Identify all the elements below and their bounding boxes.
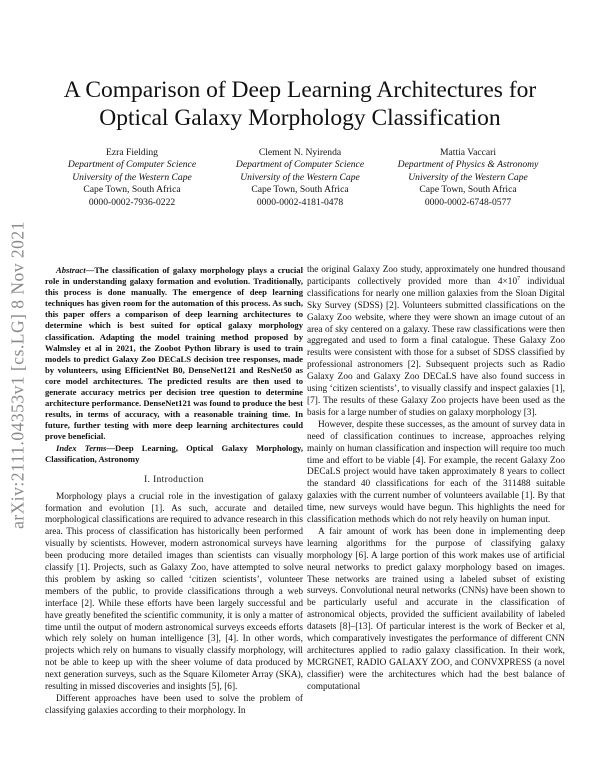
author-1	[48, 147, 216, 209]
paragraph: Different approaches have been used to solve the problem of classifying galaxies according to their morphology. In	[45, 694, 303, 716]
author-orcid: 0000-0002-6748-0577	[424, 196, 512, 208]
author-3	[384, 147, 552, 209]
abstract-text: —The classification of galaxy morphology plays a crucial role in understanding galaxy formation and evolution. Traditionally, this process is done manually. The emergence of deep learning techniques has given room for the automation of this process. As such, this paper offers a comparison of deep learning architectures to determine which is best suited for optical galaxy morphology classification. Adapting the model training method proposed by Walmsley et al in 2021, the Zoobot Python library is used to train models to predict Galaxy Zoo DECaLS decision tree responses, made by volunteers, using EfficientNet B0, DenseNet121 and ResNet50 as core model architectures. The predicted results are then used to generate accuracy metrics per decision tree question to determine architecture performance. DenseNet121 was found to produce the best results, in terms of accuracy, with a reasonable training time. In future, further testing with more deep learning architectures could prove beneficial.	[45, 265, 303, 442]
abstract	[45, 265, 303, 443]
author-name: Ezra Fielding	[106, 147, 158, 158]
exponent: 7	[517, 275, 521, 282]
author-university: University of the Western Cape	[240, 171, 360, 183]
arxiv-identifier: arXiv:2111.04353v1 [cs.LG] 8 Nov 2021	[7, 221, 28, 529]
index-terms	[45, 443, 303, 465]
index-terms-text: —Deep Learning, Optical Galaxy Morphology, Classification, Astronomy	[45, 442, 303, 464]
author-department: Department of Computer Science	[67, 159, 197, 171]
author-orcid: 0000-0002-7936-0222	[88, 196, 176, 208]
author-block	[48, 147, 552, 209]
paragraph-part: individual classifications for nearly one million galaxies from the Sloan Digital Sky Survey (SDSS) [2]. Volunteers submitted classifications on the Galaxy Zoo website, where they were shown an image cutout of an area of sky centered on a galaxy. These raw classifications were then aggregated and used to form a final catalogue. These Galaxy Zoo results were consistent with those for a subset of SDSS classified by professional astronomers [2]. Subsequent projects such as Radio Galaxy Zoo and Galaxy Zoo DECaLS have also found success in using ‘citizen scientists’, to visually classify and inspect galaxies [1], [7]. The results of these Galaxy Zoo projects have been used as the basis for a large number of studies on galaxy morphology [3].	[307, 276, 565, 418]
index-terms-label: Index Terms	[56, 442, 107, 453]
arxiv-watermark	[0, 210, 36, 540]
left-column	[45, 265, 303, 718]
paper-title: A Comparison of Deep Learning Architectures for Optical Galaxy Morphology Classification	[63, 77, 537, 131]
paragraph: However, despite these successes, as the amount of survey data in need of classification continues to increase, approaches relying mainly on human classification and inspection will require too much time and effort to be viable [4]. For example, the recent Galaxy Zoo DECaLS project would have taken approximately 8 years to collect the standard 40 classifications for each of the 311488 suitable galaxies with the current number of volunteers available [1]. By that time, new surveys would have begun. This highlights the need for classification methods which do not rely heavily on human input.	[307, 419, 565, 526]
abstract-label: Abstract	[56, 265, 86, 275]
author-2	[216, 147, 384, 209]
author-university: University of the Western Cape	[408, 171, 528, 183]
section-heading: I. Introduction	[144, 474, 204, 485]
author-university: University of the Western Cape	[72, 171, 192, 183]
author-location: Cape Town, South Africa	[83, 184, 181, 196]
author-location: Cape Town, South Africa	[419, 184, 517, 196]
paragraph: A fair amount of work has been done in implementing deep learning algorithms for the purpose of classifying galaxy morphology [6]. A large portion of this work makes use of artificial neural networks to predict galaxy morphology based on images. These networks are trained using a labeled subset of existing surveys. Convolutional neural networks (CNNs) have been shown to be particularly useful and accurate in the classification of astronomical objects, provided the sufficient availability of labeled datasets [8]–[13]. Of particular interest is the work of Becker et al, which comparatively investigates the performance of different CNN architectures applied to radio galaxy classification. In their work, MCRGNET, RADIO GALAXY ZOO, and CONVXPRESS (a novel classifier) were the architectures which had the best balance of computational	[307, 526, 565, 692]
paragraph-part: the original Galaxy Zoo study, approximately one hundred thousand participants collectively provided more than 4×10	[307, 265, 565, 287]
author-department: Department of Computer Science	[235, 159, 365, 171]
right-column	[307, 265, 565, 694]
paragraph	[307, 265, 565, 420]
author-department: Department of Physics & Astronomy	[397, 159, 539, 171]
author-name: Mattia Vaccari	[439, 147, 497, 158]
author-name: Clement N. Nyirenda	[258, 147, 342, 158]
author-orcid: 0000-0002-4181-0478	[256, 196, 344, 208]
author-location: Cape Town, South Africa	[251, 184, 349, 196]
paragraph: Morphology plays a crucial role in the investigation of galaxy formation and evolution [1]. As such, accurate and detailed morphological classifications are required to advance research in this area. This process of classification has historically been performed visually by scientists. However, modern astronomical surveys have been producing more detailed images than scientists can visually classify [1]. Projects, such as Galaxy Zoo, have attempted to solve this problem by asking so called ‘citizen scientists’, volunteer members of the public, to provide classifications through a web interface [2]. While these efforts have been largely successful and have greatly benefited the scientific community, it is only a matter of time until the output of modern astronomical surveys exceeds efforts which rely solely on human intelligence [3], [4]. In other words, projects which rely on humans to visually classify morphology, will not be able to keep up with the sheer volume of data produced by next generation surveys, such as the Square Kilometer Array (SKA), resulting in missed discoveries and insights [5], [6].	[45, 491, 303, 693]
